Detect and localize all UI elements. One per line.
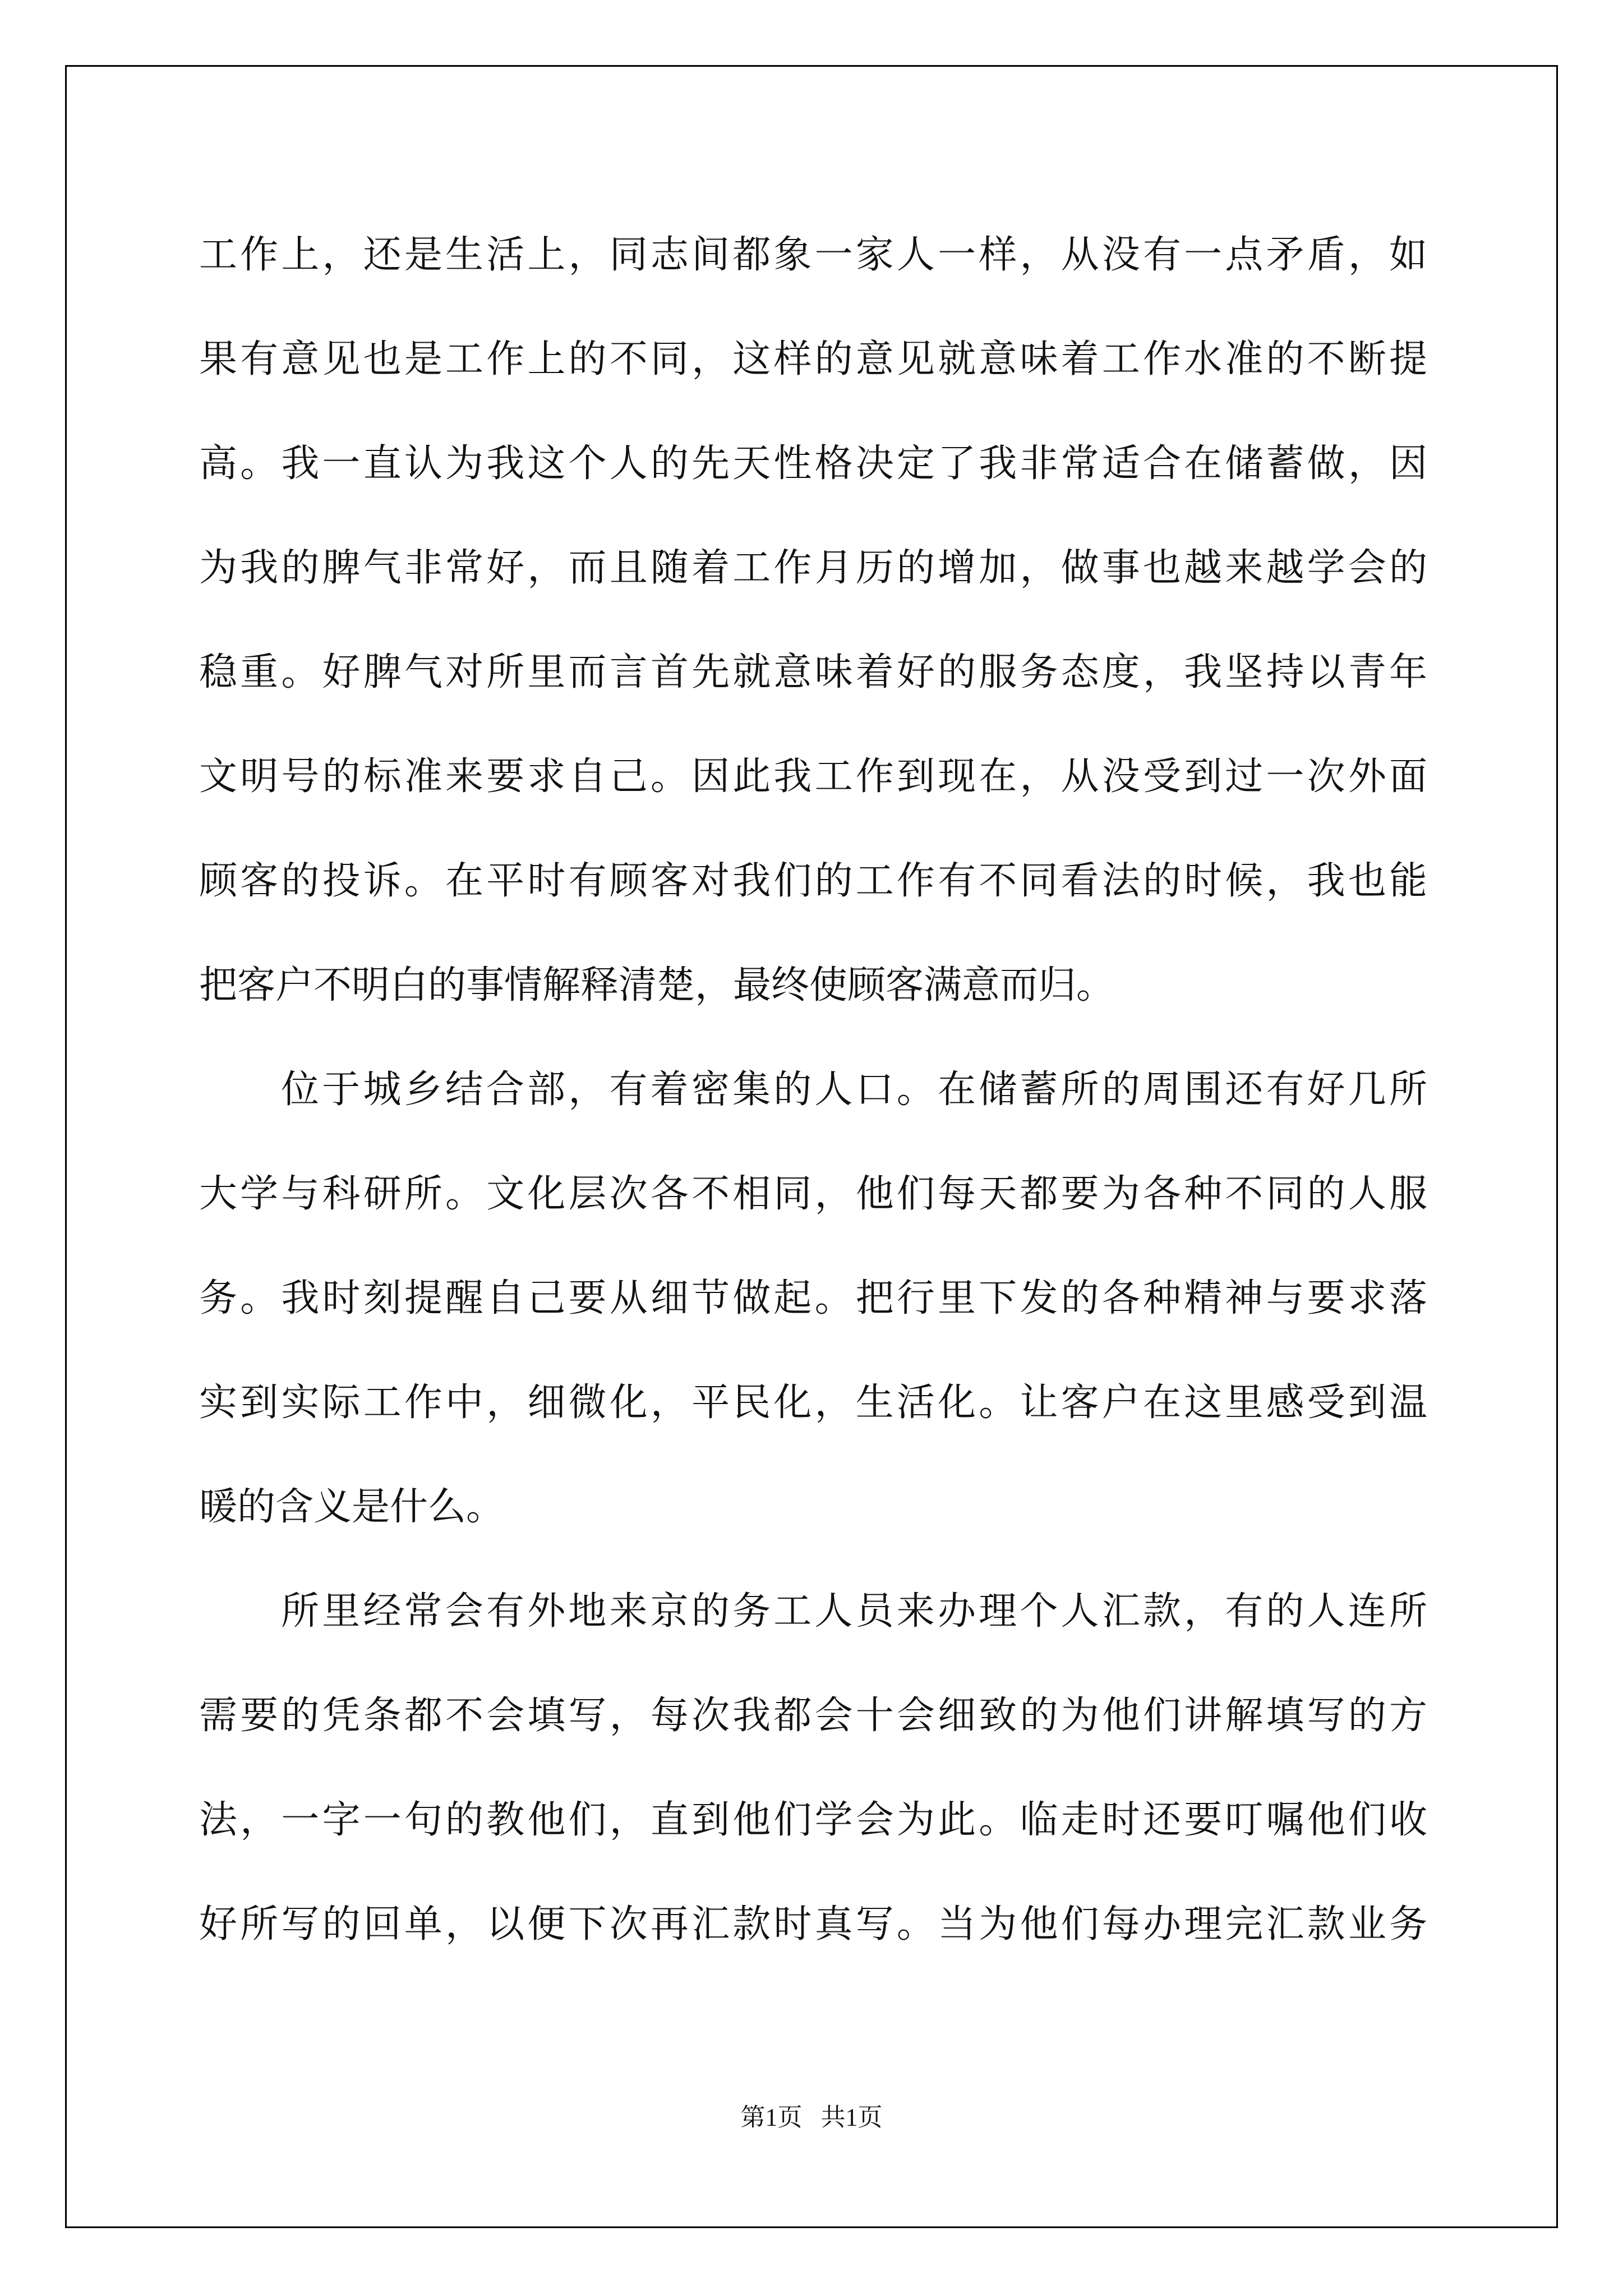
text-line: 文明号的标准来要求自己。因此我工作到现在，从没受到过一次外面 <box>199 754 1427 799</box>
text-line: 好所写的回单，以便下次再汇款时真写。当为他们每办理完汇款业务 <box>199 1902 1427 1947</box>
paragraph-first-line: 所里经常会有外地来京的务工人员来办理个人汇款，有的人连所 <box>281 1589 1427 1634</box>
text-line: 为我的脾气非常好，而且随着工作月历的增加，做事也越来越学会的 <box>199 546 1427 590</box>
text-line: 果有意见也是工作上的不同，这样的意见就意味着工作水准的不断提 <box>199 337 1427 381</box>
paragraph-first-line: 位于城乡结合部，有着密集的人口。在储蓄所的周围还有好几所 <box>281 1068 1427 1112</box>
text-line: 大学与科研所。文化层次各不相同，他们每天都要为各种不同的人服 <box>199 1172 1427 1216</box>
document-body <box>199 203 1427 1977</box>
text-line: 务。我时刻提醒自己要从细节做起。把行里下发的各种精神与要求落 <box>199 1276 1427 1320</box>
text-line: 法，一字一句的教他们，直到他们学会为此。临走时还要叮嘱他们收 <box>199 1798 1427 1842</box>
text-line: 顾客的投诉。在平时有顾客对我们的工作有不同看法的时候，我也能 <box>199 859 1427 903</box>
text-line: 暖的含义是什么。 <box>199 1485 505 1529</box>
text-line: 高。我一直认为我这个人的先天性格决定了我非常适合在储蓄做，因 <box>199 441 1427 486</box>
text-line: 把客户不明白的事情解释清楚，最终使顾客满意而归。 <box>199 963 1115 1007</box>
page-number-footer: 第1页 共1页 <box>740 2104 883 2131</box>
text-line: 需要的凭条都不会填写，每次我都会十会细致的为他们讲解填写的方 <box>199 1694 1427 1738</box>
text-line: 实到实际工作中，细微化，平民化，生活化。让客户在这里感受到温 <box>199 1381 1427 1425</box>
text-line: 稳重。好脾气对所里而言首先就意味着好的服务态度，我坚持以青年 <box>199 650 1427 694</box>
text-line: 工作上，还是生活上，同志间都象一家人一样，从没有一点矛盾，如 <box>199 233 1427 277</box>
